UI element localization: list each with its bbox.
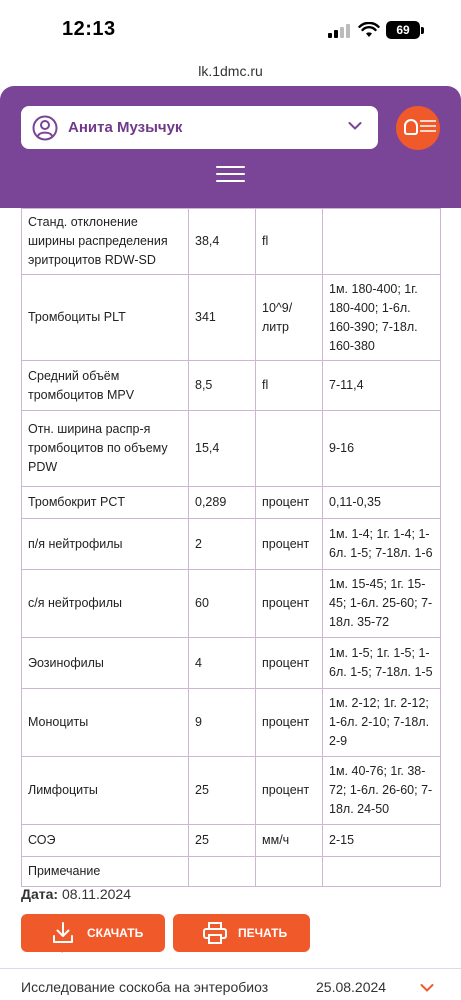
- table-row: [22, 411, 441, 487]
- table-row: [22, 361, 441, 411]
- test-value: 341: [189, 275, 256, 361]
- status-time: 12:13: [62, 18, 116, 40]
- test-name: п/я нейтрофилы: [22, 519, 189, 570]
- test-value: [189, 857, 256, 887]
- test-name: Лимфоциты: [22, 757, 189, 825]
- test-unit: процент: [256, 689, 323, 757]
- test-name: Примечание: [22, 857, 189, 887]
- test-name: Средний объём тромбоцитов MPV: [22, 361, 189, 411]
- test-value: 0,289: [189, 487, 256, 519]
- test-norm: 0,11-0,35: [323, 487, 441, 519]
- results-table: [21, 208, 440, 887]
- test-name: Тромбокрит PCT: [22, 487, 189, 519]
- table-row: [22, 209, 441, 275]
- table-row: [22, 275, 441, 361]
- table-row: [22, 689, 441, 757]
- test-norm: 2-15: [323, 825, 441, 857]
- test-value: 25: [189, 757, 256, 825]
- logo-lines: [420, 120, 436, 135]
- test-norm: 1м. 180-400; 1г. 180-400; 1-6л. 160-390; 7-18л. 160-380: [323, 275, 441, 361]
- test-name: Отн. ширина распр-я тромбоцитов по объему PDW: [22, 411, 189, 487]
- browser-url[interactable]: lk.1dmc.ru: [0, 58, 461, 86]
- test-value: 15,4: [189, 411, 256, 487]
- test-norm: 7-11,4: [323, 361, 441, 411]
- cellular-signal-icon: [328, 24, 350, 38]
- next-result-item[interactable]: [0, 968, 461, 1000]
- print-label: ПЕЧАТЬ: [238, 926, 288, 940]
- test-name: Станд. отклонение ширины распределения эритроцитов RDW-SD: [22, 209, 189, 275]
- test-unit: 10^9/литр: [256, 275, 323, 361]
- test-norm: [323, 209, 441, 275]
- table-row: [22, 757, 441, 825]
- back-to-top-link[interactable]: ^Наверх: [24, 938, 75, 953]
- table-row: [22, 570, 441, 638]
- date-value: 08.11.2024: [61, 886, 131, 902]
- test-unit: мм/ч: [256, 825, 323, 857]
- status-bar: [0, 0, 461, 58]
- test-unit: [256, 411, 323, 487]
- download-label: СКАЧАТЬ: [87, 926, 144, 940]
- test-value: 25: [189, 825, 256, 857]
- date-label: Дата:: [21, 886, 59, 902]
- test-unit: [256, 857, 323, 887]
- next-result-title: Исследование соскоба на энтеробиоз: [21, 979, 269, 995]
- battery-indicator: 69: [386, 21, 420, 39]
- hamburger-menu-icon[interactable]: [216, 166, 245, 184]
- test-unit: процент: [256, 757, 323, 825]
- test-norm: 1м. 1-4; 1г. 1-4; 1-6л. 1-5; 7-18л. 1-6: [323, 519, 441, 570]
- print-button[interactable]: [173, 914, 310, 952]
- test-unit: процент: [256, 519, 323, 570]
- chevron-down-icon[interactable]: [420, 983, 434, 993]
- table-row: [22, 487, 441, 519]
- wifi-icon: [358, 22, 380, 38]
- table-row: [22, 638, 441, 689]
- test-unit: fl: [256, 209, 323, 275]
- test-norm: 1м. 15-45; 1г. 15-45; 1-6л. 25-60; 7-18л. 35-72: [323, 570, 441, 638]
- test-norm: 1м. 2-12; 1г. 2-12; 1-6л. 2-10; 7-18л. 2-9: [323, 689, 441, 757]
- site-header: [0, 86, 461, 208]
- test-name: Моноциты: [22, 689, 189, 757]
- user-icon: [32, 115, 58, 141]
- result-date: [21, 886, 131, 902]
- table-row: [22, 519, 441, 570]
- test-norm: 9-16: [323, 411, 441, 487]
- next-result-date: 25.08.2024: [316, 979, 387, 995]
- test-name: с/я нейтрофилы: [22, 570, 189, 638]
- test-name: СОЭ: [22, 825, 189, 857]
- printer-icon: [202, 921, 228, 945]
- logo-mark: [404, 119, 418, 135]
- test-unit: fl: [256, 361, 323, 411]
- test-norm: 1м. 40-76; 1г. 38-72; 1-6л. 26-60; 7-18л. 24-50: [323, 757, 441, 825]
- user-selector[interactable]: [21, 106, 378, 149]
- test-value: 4: [189, 638, 256, 689]
- test-norm: 1м. 1-5; 1г. 1-5; 1-6л. 1-5; 7-18л. 1-5: [323, 638, 441, 689]
- user-name: Анита Музычук: [68, 119, 183, 136]
- test-norm: [323, 857, 441, 887]
- test-unit: процент: [256, 570, 323, 638]
- test-unit: процент: [256, 487, 323, 519]
- test-value: 9: [189, 689, 256, 757]
- table-row: [22, 857, 441, 887]
- table-row: [22, 825, 441, 857]
- test-value: 8,5: [189, 361, 256, 411]
- test-name: Тромбоциты PLT: [22, 275, 189, 361]
- chevron-down-icon[interactable]: [348, 121, 362, 131]
- test-value: 60: [189, 570, 256, 638]
- clinic-logo[interactable]: [396, 106, 440, 150]
- test-name: Эозинофилы: [22, 638, 189, 689]
- battery-cap: [421, 27, 424, 34]
- test-unit: процент: [256, 638, 323, 689]
- test-value: 38,4: [189, 209, 256, 275]
- test-value: 2: [189, 519, 256, 570]
